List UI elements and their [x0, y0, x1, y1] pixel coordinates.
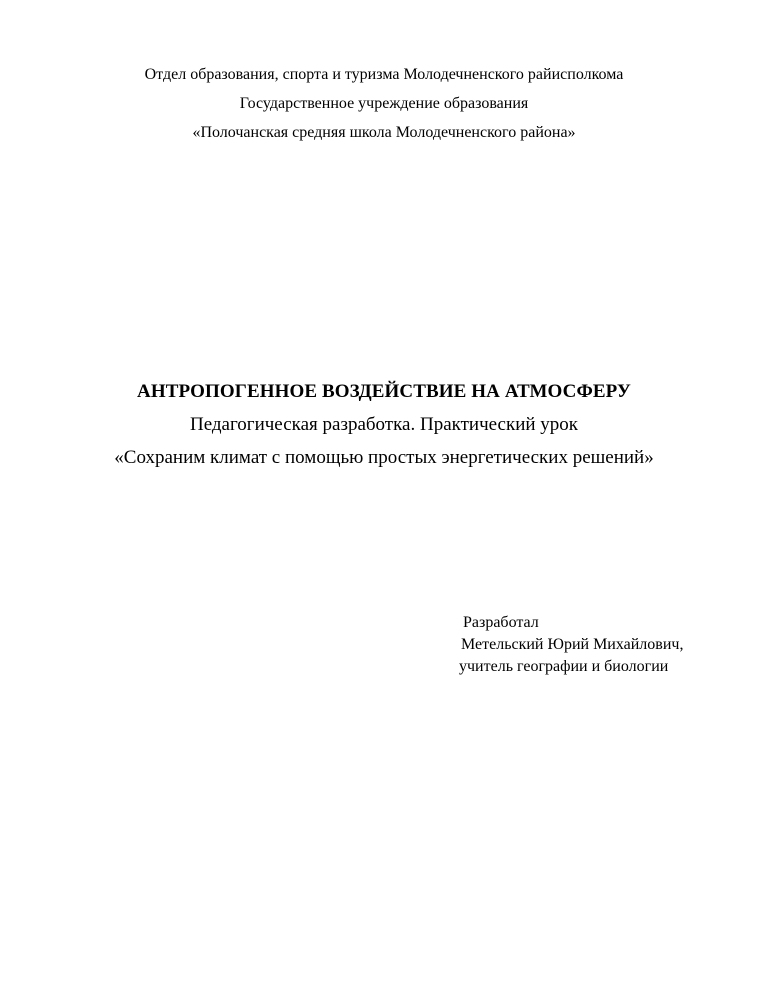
document-title: АНТРОПОГЕННОЕ ВОЗДЕЙСТВИЕ НА АТМОСФЕРУ: [137, 381, 631, 402]
author-label: Разработал: [463, 614, 539, 631]
author-position: учитель географии и биологии: [459, 658, 669, 675]
document-subtitle: Педагогическая разработка. Практический урок: [189, 414, 579, 435]
author-name: Метельский Юрий Михайлович,: [461, 636, 684, 653]
institution-type-line: Государственное учреждение образования: [239, 95, 529, 112]
school-name-line: «Полочанская средняя школа Молодечненского района»: [192, 124, 576, 141]
lesson-title: «Сохраним климат с помощью простых энергетических решений»: [114, 447, 654, 468]
department-line: Отдел образования, спорта и туризма Молодечненского райисполкома: [144, 66, 624, 83]
